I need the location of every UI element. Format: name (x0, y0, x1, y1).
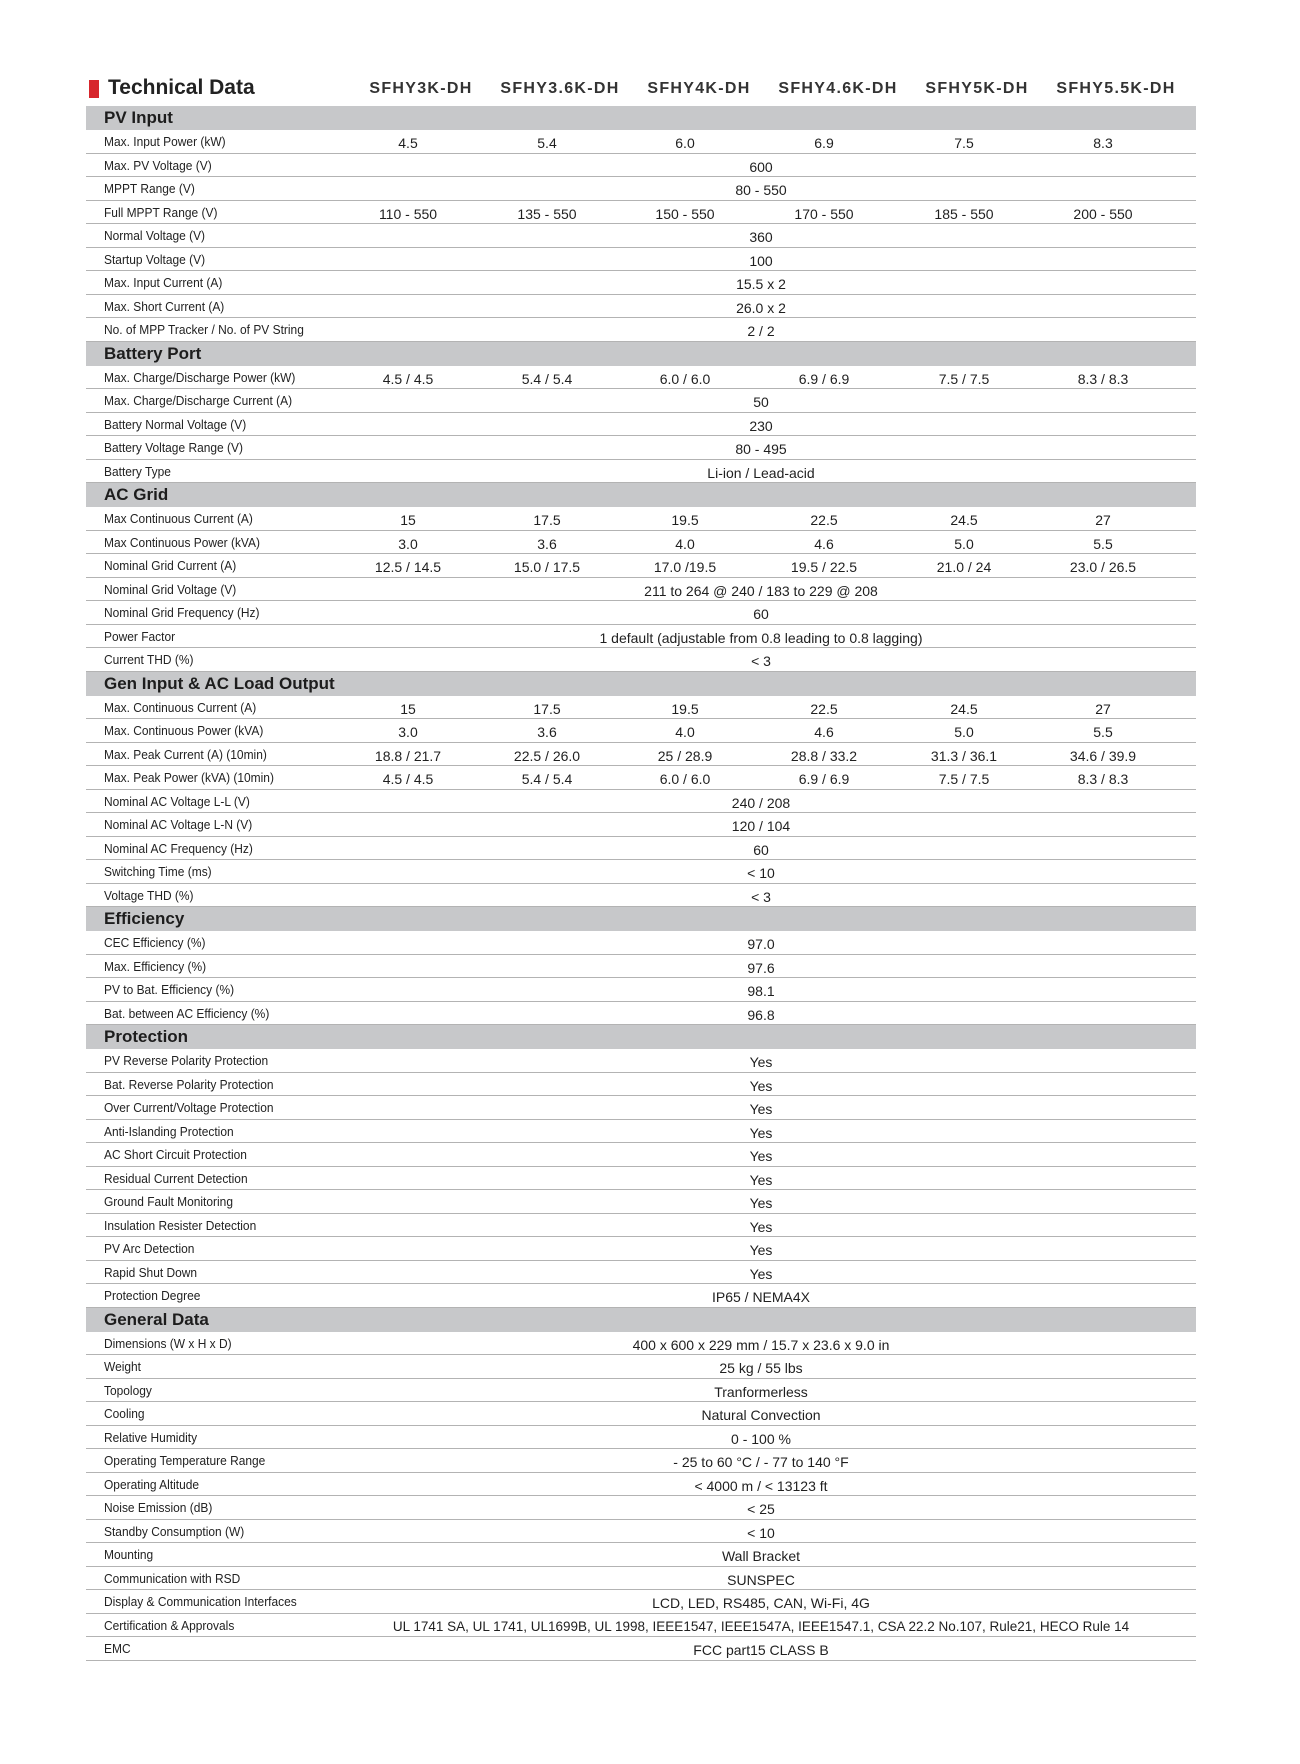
section-title: Protection (104, 1027, 189, 1046)
spec-value: 3.0 (398, 724, 418, 740)
spec-value: Yes (749, 1124, 773, 1141)
spec-row (86, 601, 1196, 625)
spec-value: 21.0 / 24 (936, 559, 992, 575)
spec-row (86, 248, 1196, 272)
spec-label: Residual Current Detection (104, 1170, 248, 1186)
spec-value: Yes (749, 1171, 773, 1188)
spec-row (86, 366, 1196, 390)
spec-label: Communication with RSD (104, 1570, 241, 1586)
spec-value: 28.8 / 33.2 (790, 747, 858, 764)
spec-row (86, 1167, 1196, 1191)
spec-value: Yes (749, 1077, 773, 1094)
spec-row (86, 154, 1196, 178)
section-header (86, 1308, 1196, 1332)
spec-label: Nominal AC Voltage L-N (V) (104, 817, 253, 832)
spec-row (86, 931, 1196, 955)
section-title: PV Input (104, 108, 173, 127)
spec-label: Protection Degree (104, 1288, 201, 1303)
spec-row (86, 1520, 1196, 1544)
spec-label: Max. Input Current (A) (104, 275, 223, 290)
spec-value: Wall Bracket (721, 1548, 801, 1564)
spec-value: 6.9 / 6.9 (798, 771, 850, 787)
spec-row (86, 955, 1196, 979)
spec-row (86, 1426, 1196, 1450)
spec-value: 135 - 550 (517, 205, 577, 222)
spec-label: AC Short Circuit Protection (104, 1147, 247, 1162)
spec-value: 211 to 264 @ 240 / 183 to 229 @ 208 (644, 582, 878, 599)
spec-row (86, 460, 1196, 484)
spec-value: Yes (749, 1265, 773, 1282)
spec-label: Normal Voltage (V) (104, 228, 206, 243)
spec-label: Max. Charge/Discharge Power (kW) (104, 369, 296, 385)
spec-value: 22.5 (810, 700, 838, 717)
spec-value: 96.8 (747, 1006, 775, 1023)
spec-row (86, 295, 1196, 319)
spec-value: 17.5 (533, 512, 561, 528)
spec-value: 240 / 208 (731, 794, 791, 811)
spec-value: < 10 (747, 1524, 775, 1541)
spec-value: 97.0 (747, 936, 775, 952)
spec-value: 80 - 550 (735, 182, 787, 198)
spec-label: Max Continuous Current (A) (104, 511, 253, 526)
spec-value: Natural Convection (701, 1407, 821, 1423)
spec-label: Voltage THD (%) (104, 887, 194, 903)
spec-value: 26.0 x 2 (736, 299, 786, 316)
spec-value: Yes (749, 1218, 773, 1235)
spec-row (86, 1261, 1196, 1285)
spec-row (86, 177, 1196, 201)
spec-row (86, 1449, 1196, 1473)
spec-value: 185 - 550 (934, 205, 994, 222)
spec-row (86, 1614, 1196, 1638)
spec-row (86, 1590, 1196, 1614)
section-header (86, 106, 1196, 130)
spec-value: 200 - 550 (1073, 205, 1133, 222)
spec-value: 15.0 / 17.5 (513, 559, 581, 575)
spec-value: UL 1741 SA, UL 1741, UL1699B, UL 1998, IEEE1547, IEEE1547A, IEEE1547.1, CSA 22.2 No.107, Rule21, HECO Rule 14 (392, 1618, 1130, 1634)
spec-label: MPPT Range (V) (104, 181, 195, 196)
spec-label: Standby Consumption (W) (104, 1523, 245, 1539)
spec-value: 34.6 / 39.9 (1069, 747, 1137, 764)
spec-value: 170 - 550 (794, 205, 854, 222)
spec-label: EMC (104, 1641, 131, 1656)
spec-label: Relative Humidity (104, 1429, 198, 1445)
spec-label: Dimensions (W x H x D) (104, 1335, 232, 1351)
spec-value: Yes (749, 1195, 773, 1211)
spec-label: Max Continuous Power (kVA) (104, 534, 260, 550)
spec-value: 360 (749, 229, 773, 245)
spec-label: Display & Communication Interfaces (104, 1594, 297, 1609)
spec-label: Certification & Approvals (104, 1617, 235, 1633)
spec-value: 4.0 (675, 724, 695, 740)
spec-label: Bat. between AC Efficiency (%) (104, 1005, 270, 1021)
spec-value: 6.9 (814, 135, 834, 151)
model-header: SFHY5.5K-DH (1056, 80, 1176, 97)
spec-value: 27 (1095, 512, 1111, 528)
spec-row (86, 224, 1196, 248)
section-header (86, 483, 1196, 507)
spec-row (86, 743, 1196, 767)
spec-value: Li-ion / Lead-acid (707, 464, 815, 481)
spec-value: Tranformerless (714, 1383, 808, 1400)
spec-row (86, 1637, 1196, 1661)
spec-value: 7.5 / 7.5 (938, 370, 990, 387)
spec-row (86, 531, 1196, 555)
spec-label: Nominal Grid Voltage (V) (104, 581, 237, 597)
spec-value: 5.5 (1093, 724, 1113, 740)
spec-value: 97.6 (747, 959, 775, 976)
section-title: Efficiency (104, 909, 185, 928)
spec-label: Mounting (104, 1547, 154, 1562)
spec-row (86, 578, 1196, 602)
spec-label: PV Arc Detection (104, 1241, 195, 1256)
section-title: General Data (104, 1309, 209, 1329)
spec-table (86, 106, 1196, 1661)
table-header (86, 74, 1196, 106)
spec-label: Cooling (104, 1406, 145, 1421)
spec-value: 5.5 (1093, 535, 1113, 552)
spec-value: 31.3 / 36.1 (930, 747, 998, 764)
spec-value: Yes (749, 1054, 773, 1070)
spec-label: Max. Continuous Power (kVA) (104, 723, 264, 738)
spec-value: 22.5 (810, 512, 838, 528)
spec-row (86, 790, 1196, 814)
section-header (86, 342, 1196, 366)
spec-value: 22.5 / 26.0 (513, 747, 581, 764)
spec-row (86, 389, 1196, 413)
spec-label: Max. Peak Power (kVA) (10min) (104, 770, 274, 785)
spec-row (86, 1237, 1196, 1261)
spec-label: Battery Type (104, 463, 171, 479)
spec-label: PV Reverse Polarity Protection (104, 1053, 269, 1068)
section-marker-icon (89, 80, 99, 98)
section-header (86, 1025, 1196, 1049)
spec-value: 12.5 / 14.5 (374, 559, 442, 575)
spec-value: 60 (753, 606, 769, 622)
spec-value: 50 (753, 394, 769, 410)
spec-value: 230 (749, 417, 773, 434)
spec-label: PV to Bat. Efficiency (%) (104, 982, 235, 997)
section-header (86, 907, 1196, 931)
spec-value: 5.4 / 5.4 (521, 370, 573, 387)
spec-label: Max. Charge/Discharge Current (A) (104, 393, 293, 408)
spec-value: SUNSPEC (727, 1571, 795, 1588)
spec-value: LCD, LED, RS485, CAN, Wi-Fi, 4G (652, 1595, 870, 1611)
spec-value: - 25 to 60 °C / - 77 to 140 °F (673, 1454, 849, 1470)
model-header: SFHY3K-DH (369, 80, 473, 97)
spec-row (86, 719, 1196, 743)
spec-row (86, 648, 1196, 672)
spec-label: Nominal Grid Frequency (Hz) (104, 605, 260, 620)
spec-label: Startup Voltage (V) (104, 251, 206, 267)
spec-row (86, 1049, 1196, 1073)
spec-value: 3.6 (537, 724, 557, 740)
spec-value: 25 kg / 55 lbs (719, 1360, 803, 1376)
spec-label: Weight (104, 1359, 142, 1374)
spec-label: Max. Input Power (kW) (104, 134, 226, 149)
spec-label: Nominal Grid Current (A) (104, 558, 237, 573)
spec-label: Operating Altitude (104, 1476, 200, 1492)
spec-label: Topology (104, 1382, 152, 1398)
spec-value: 24.5 (950, 700, 978, 717)
spec-value: 4.6 (814, 724, 834, 740)
model-header: SFHY5K-DH (925, 80, 1029, 97)
spec-label: Full MPPT Range (V) (104, 204, 218, 220)
spec-value: 80 - 495 (735, 441, 787, 457)
spec-label: Anti-Islanding Protection (104, 1123, 234, 1139)
spec-value: 150 - 550 (655, 205, 715, 222)
spec-value: < 25 (747, 1501, 775, 1517)
spec-label: Insulation Resister Detection (104, 1217, 257, 1233)
spec-value: Yes (749, 1101, 773, 1117)
spec-value: 3.0 (398, 535, 418, 552)
model-header: SFHY4.6K-DH (778, 80, 898, 97)
spec-row (86, 1073, 1196, 1097)
spec-row (86, 766, 1196, 790)
spec-value: 5.4 / 5.4 (521, 771, 573, 787)
spec-value: 17.5 (533, 700, 561, 717)
section-title: Gen Input & AC Load Output (104, 673, 335, 693)
spec-row (86, 1120, 1196, 1144)
spec-row (86, 130, 1196, 154)
spec-value: FCC part15 CLASS B (693, 1642, 829, 1658)
spec-value: 23.0 / 26.5 (1069, 559, 1137, 575)
section-header (86, 672, 1196, 696)
spec-value: < 3 (751, 888, 771, 905)
spec-value: 60 (753, 841, 769, 858)
spec-row (86, 837, 1196, 861)
spec-value: 8.3 / 8.3 (1077, 370, 1129, 387)
spec-label: Over Current/Voltage Protection (104, 1100, 274, 1115)
model-header: SFHY4K-DH (647, 80, 751, 97)
spec-value: 600 (749, 158, 773, 175)
spec-row (86, 813, 1196, 837)
spec-label: Max. Peak Current (A) (10min) (104, 746, 267, 762)
spec-row (86, 696, 1196, 720)
spec-value: Yes (749, 1242, 773, 1258)
spec-label: Bat. Reverse Polarity Protection (104, 1076, 274, 1092)
spec-row (86, 507, 1196, 531)
spec-value: 5.0 (954, 535, 974, 552)
spec-value: 8.3 (1093, 135, 1113, 151)
spec-row (86, 1473, 1196, 1497)
spec-row (86, 271, 1196, 295)
spec-label: Max. Efficiency (%) (104, 958, 207, 974)
spec-row (86, 1190, 1196, 1214)
spec-value: 6.0 / 6.0 (659, 370, 711, 387)
spec-label: Ground Fault Monitoring (104, 1194, 233, 1209)
spec-value: 1 default (adjustable from 0.8 leading to 0.8 lagging) (599, 629, 923, 646)
spec-value: 15.5 x 2 (736, 276, 786, 292)
spec-label: Battery Voltage Range (V) (104, 440, 243, 455)
spec-label: Battery Normal Voltage (V) (104, 416, 247, 432)
section-title: Battery Port (104, 343, 202, 363)
spec-value: 15 (400, 700, 416, 717)
spec-value: 4.5 (398, 135, 418, 151)
spec-value: 5.0 (954, 724, 974, 740)
spec-row (86, 1355, 1196, 1379)
section-title: AC Grid (104, 485, 169, 504)
spec-row (86, 884, 1196, 908)
spec-row (86, 1543, 1196, 1567)
spec-value: 6.0 / 6.0 (659, 771, 711, 787)
spec-row (86, 436, 1196, 460)
spec-value: IP65 / NEMA4X (711, 1289, 811, 1305)
spec-row (86, 201, 1196, 225)
spec-row (86, 1096, 1196, 1120)
spec-value: 4.5 / 4.5 (382, 370, 434, 387)
spec-value: 15 (400, 512, 416, 528)
spec-value: < 4000 m / < 13123 ft (694, 1477, 828, 1494)
spec-value: < 10 (747, 865, 775, 881)
spec-value: 19.5 (671, 700, 699, 717)
spec-row (86, 1214, 1196, 1238)
spec-value: 6.9 / 6.9 (798, 370, 850, 387)
spec-value: 4.5 / 4.5 (382, 771, 434, 787)
spec-value: 19.5 (671, 512, 699, 528)
spec-label: CEC Efficiency (%) (104, 935, 206, 950)
spec-row (86, 860, 1196, 884)
spec-value: 2 / 2 (747, 323, 775, 339)
spec-row (86, 1402, 1196, 1426)
spec-label: Current THD (%) (104, 652, 194, 667)
spec-value: Yes (749, 1148, 773, 1164)
spec-row (86, 318, 1196, 342)
spec-label: Max. Short Current (A) (104, 298, 225, 314)
spec-row (86, 1496, 1196, 1520)
spec-value: 25 / 28.9 (657, 747, 713, 764)
spec-row (86, 554, 1196, 578)
spec-label: Rapid Shut Down (104, 1264, 198, 1280)
spec-value: 17.0 /19.5 (653, 559, 717, 575)
spec-value: 0 - 100 % (731, 1430, 791, 1447)
spec-value: 120 / 104 (731, 818, 791, 834)
spec-label: No. of MPP Tracker / No. of PV String (104, 322, 304, 337)
spec-row (86, 1379, 1196, 1403)
spec-label: Nominal AC Voltage L-L (V) (104, 793, 250, 809)
spec-label: Switching Time (ms) (104, 864, 212, 879)
spec-row (86, 625, 1196, 649)
page-title: Technical Data (108, 76, 255, 99)
model-header: SFHY3.6K-DH (500, 80, 620, 97)
spec-label: Nominal AC Frequency (Hz) (104, 840, 253, 856)
spec-row (86, 1284, 1196, 1308)
spec-row (86, 1567, 1196, 1591)
spec-label: Max. Continuous Current (A) (104, 699, 257, 715)
spec-label: Noise Emission (dB) (104, 1500, 213, 1515)
technical-data-sheet (86, 74, 1196, 1661)
spec-value: 100 (749, 252, 773, 269)
spec-value: 24.5 (950, 512, 978, 528)
spec-row (86, 413, 1196, 437)
spec-row (86, 1143, 1196, 1167)
spec-value: 8.3 / 8.3 (1077, 771, 1129, 787)
spec-row (86, 1332, 1196, 1356)
spec-value: 7.5 (954, 135, 974, 151)
spec-row (86, 978, 1196, 1002)
spec-value: 18.8 / 21.7 (374, 747, 442, 764)
spec-value: < 3 (751, 653, 771, 669)
spec-value: 27 (1095, 700, 1111, 717)
spec-value: 4.6 (814, 535, 834, 552)
spec-row (86, 1002, 1196, 1026)
spec-value: 400 x 600 x 229 mm / 15.7 x 23.6 x 9.0 in (632, 1336, 890, 1353)
spec-label: Operating Temperature Range (104, 1453, 266, 1468)
spec-value: 5.4 (537, 135, 557, 151)
spec-value: 7.5 / 7.5 (938, 771, 990, 787)
spec-value: 4.0 (675, 535, 695, 552)
spec-value: 3.6 (537, 535, 557, 552)
spec-value: 110 - 550 (378, 205, 438, 222)
spec-label: Power Factor (104, 628, 176, 644)
spec-label: Max. PV Voltage (V) (104, 157, 212, 173)
spec-value: 98.1 (747, 983, 775, 999)
spec-value: 6.0 (675, 135, 695, 151)
spec-value: 19.5 / 22.5 (790, 559, 858, 575)
